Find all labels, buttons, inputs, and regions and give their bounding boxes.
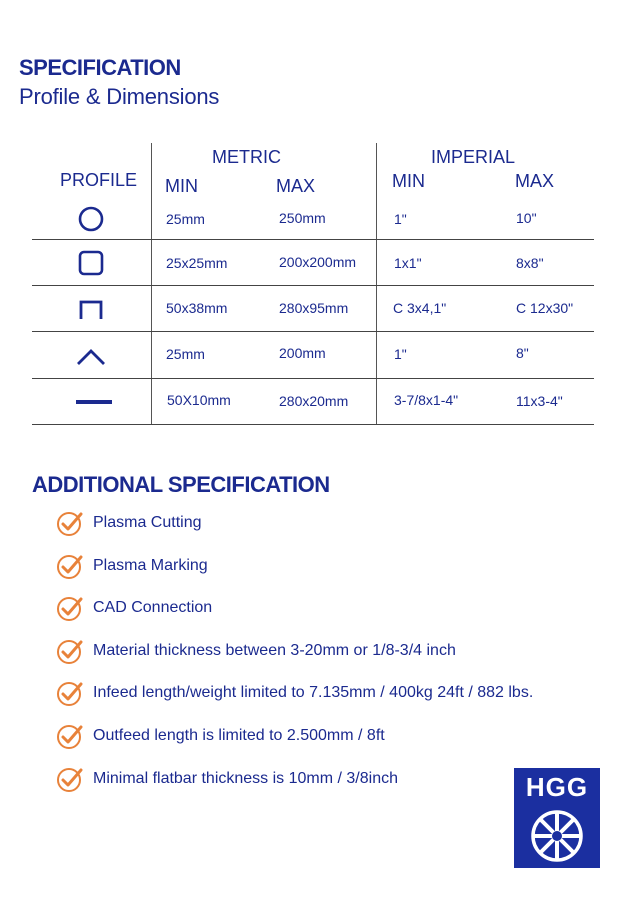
check-circle-icon <box>56 722 84 750</box>
metric-min-cell: 25x25mm <box>166 255 228 271</box>
check-circle-icon <box>56 765 84 793</box>
metric-max-cell: 250mm <box>279 210 326 226</box>
metric-min-cell: 50X10mm <box>167 392 231 408</box>
flatbar-profile-icon <box>74 387 114 417</box>
imperial-max-cell: C 12x30" <box>516 300 574 316</box>
logo-text: HGG <box>525 772 589 802</box>
metric-header: METRIC <box>212 147 281 167</box>
imperial-min-cell: 1" <box>394 211 407 227</box>
imperial-max-cell: 8" <box>516 345 529 361</box>
list-item <box>56 637 456 665</box>
metric-max-cell: 280x20mm <box>279 393 349 409</box>
imperial-min-cell: C 3x4,1" <box>393 300 447 316</box>
list-item <box>56 594 212 622</box>
feature-text: Plasma Marking <box>93 557 208 574</box>
logo-emblem-icon <box>527 806 587 866</box>
list-item <box>56 722 385 750</box>
metric-max-cell: 200mm <box>279 345 326 361</box>
feature-text: Outfeed length is limited to 2.500mm / 8ft <box>93 727 385 744</box>
metric-min-cell: 25mm <box>166 211 205 227</box>
table-divider <box>151 143 152 424</box>
metric-min-header: MIN <box>165 176 198 196</box>
feature-text: Plasma Cutting <box>93 514 202 531</box>
channel-profile-icon <box>76 295 106 325</box>
imperial-max-cell: 11x3-4" <box>516 393 563 409</box>
metric-min-cell: 50x38mm <box>166 300 228 316</box>
check-circle-icon <box>56 637 84 665</box>
imperial-min-header: MIN <box>392 171 425 191</box>
feature-text: CAD Connection <box>93 599 213 616</box>
page-title: SPECIFICATION <box>19 55 181 80</box>
imperial-min-cell: 1x1" <box>394 255 422 271</box>
row-divider <box>32 331 594 332</box>
row-divider <box>32 285 594 286</box>
row-divider <box>32 378 594 379</box>
profile-header: PROFILE <box>60 170 138 190</box>
feature-text: Material thickness between 3-20mm or 1/8-3/4 inch <box>93 642 456 659</box>
imperial-max-header: MAX <box>515 171 555 191</box>
row-divider <box>32 239 594 240</box>
table-divider <box>376 143 377 424</box>
additional-spec-title: ADDITIONAL SPECIFICATION <box>32 472 330 497</box>
imperial-min-cell: 1" <box>394 346 407 362</box>
metric-max-cell: 200x200mm <box>279 254 357 270</box>
metric-max-cell: 280x95mm <box>279 300 349 316</box>
check-circle-icon <box>56 594 84 622</box>
imperial-min-cell: 3-7/8x1-4" <box>394 392 459 408</box>
imperial-max-cell: 8x8" <box>516 255 544 271</box>
imperial-max-cell: 10" <box>516 210 537 226</box>
hgg-logo <box>514 768 600 868</box>
check-circle-icon <box>56 679 84 707</box>
page-subtitle: Profile & Dimensions <box>19 84 220 109</box>
metric-min-cell: 25mm <box>166 346 205 362</box>
list-item <box>56 765 398 793</box>
angle-profile-icon <box>76 340 106 370</box>
round-tube-icon <box>76 204 106 234</box>
square-tube-icon <box>76 248 106 278</box>
list-item <box>56 509 202 537</box>
check-circle-icon <box>56 552 84 580</box>
check-circle-icon <box>56 509 84 537</box>
list-item <box>56 552 208 580</box>
list-item <box>56 679 533 707</box>
feature-text: Minimal flatbar thickness is 10mm / 3/8inch <box>93 770 398 787</box>
row-divider <box>32 424 594 425</box>
feature-text: Infeed length/weight limited to 7.135mm / 400kg 24ft / 882 lbs. <box>93 684 534 701</box>
imperial-header: IMPERIAL <box>431 147 516 167</box>
metric-max-header: MAX <box>276 176 316 196</box>
